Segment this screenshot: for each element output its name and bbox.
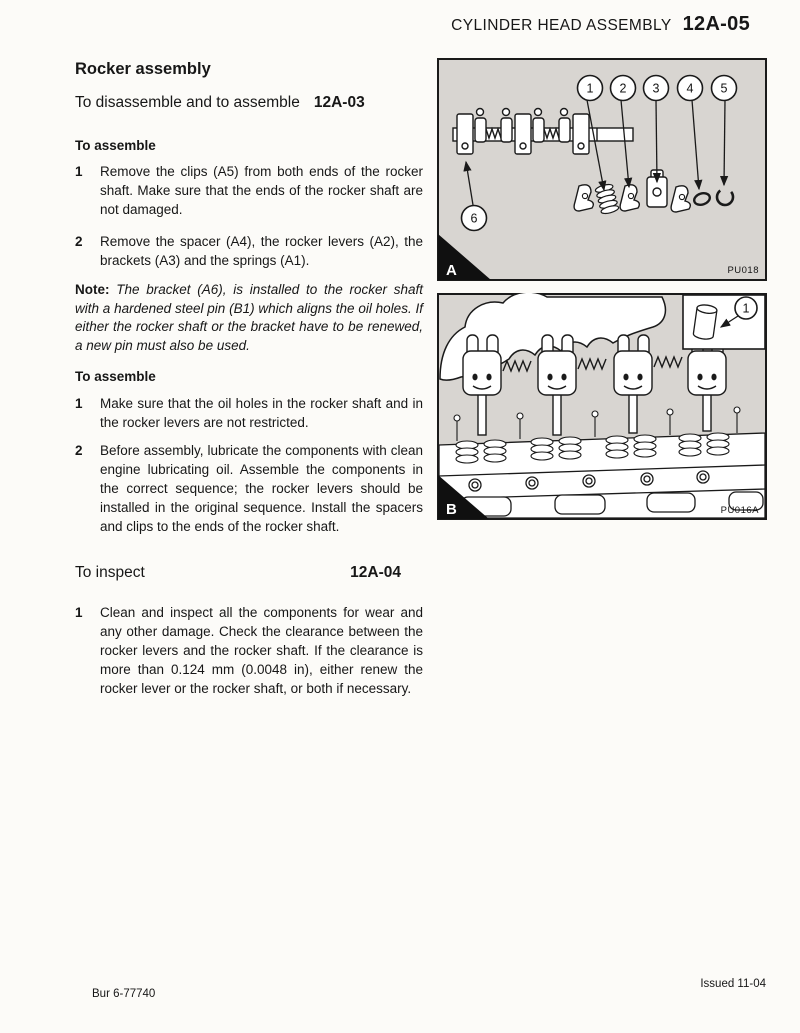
figure-b-panel (437, 293, 767, 520)
assemble-second-heading: To assemble (75, 368, 156, 384)
disassemble-heading: To disassemble and to assemble (75, 94, 300, 111)
step-number: 1 (75, 604, 83, 620)
step (75, 162, 423, 219)
assemble-first-heading: To assemble (75, 138, 156, 153)
callout-4-icon: 4 (686, 81, 694, 96)
callout-b1-icon: 1 (742, 301, 750, 316)
disassemble-ref-code: 12A-03 (313, 94, 365, 111)
step-number: 2 (75, 442, 83, 458)
article-title: Rocker assembly (75, 60, 211, 78)
callout-1-icon: 1 (586, 81, 594, 96)
callout-3-icon: 3 (652, 81, 660, 96)
callout-5-icon: 5 (720, 81, 728, 96)
step (75, 394, 423, 432)
note-label: Note: (75, 282, 110, 297)
footer-issue-date: Issued 11-04 (700, 978, 766, 990)
step-number: 1 (75, 395, 83, 411)
step-number: 1 (75, 164, 83, 179)
figure-a-caption: PU018 (727, 265, 759, 276)
pin-inset (683, 295, 765, 349)
footer-publication-code: Bur 6-77740 (92, 988, 156, 1000)
callout-6-icon: 6 (470, 211, 478, 226)
figure-b-caption: PU016A (720, 505, 759, 516)
figure-a-panel (437, 58, 767, 281)
step-text: Make sure that the oil holes in the rocker shaft and in the rocker levers are not restricted. (100, 395, 423, 430)
note-paragraph (75, 281, 423, 355)
callout-2-icon: 2 (619, 81, 627, 96)
step-text: Remove the spacer (A4), the rocker levers (A2), the brackets (A3) and the springs (A1). (100, 234, 423, 268)
step-text: Remove the clips (A5) from both ends of the rocker shaft. Make sure that the ends of the rocker shaft are not damaged. (100, 164, 423, 217)
figure-b-illustration (437, 293, 767, 520)
inspect-ref-code: 12A-04 (350, 563, 401, 581)
note-text: The bracket (A6), is installed to the rocker shaft with a hardened steel pin (B1) which aligns the oil holes. If either the rocker shaft or the bracket have to be renewed, a new pin must also be used. (75, 282, 423, 353)
figure-a-illustration (437, 58, 767, 281)
step (75, 441, 423, 536)
step-text: Before assembly, lubricate the components with clean engine lubricating oil. Assemble the components in the correct sequence; the rocker levers should be installed in the original sequence. Install the spacers and clips to the ends of the rocker shaft. (100, 442, 423, 534)
figure-b-corner-label: B (446, 501, 457, 518)
step-number: 2 (75, 234, 83, 249)
step (75, 603, 423, 698)
page-header-code: 12A-05 (682, 13, 750, 35)
inspect-heading: To inspect (75, 563, 145, 581)
page-header (451, 13, 750, 36)
step-text: Clean and inspect all the components for wear and any other damage. Check the clearance between the rocker levers and the rocker shaft. If the clearance is more than 0.124 mm (0.0048 in), either renew the rocker lever or the rocker shaft, or both if necessary. (100, 604, 423, 696)
page-header-title: CYLINDER HEAD ASSEMBLY (451, 17, 672, 34)
disassemble-heading-row (75, 94, 423, 112)
step (75, 232, 423, 270)
inspect-heading-row (75, 564, 423, 582)
figure-a-corner-label: A (446, 262, 457, 279)
text-column (75, 60, 423, 698)
